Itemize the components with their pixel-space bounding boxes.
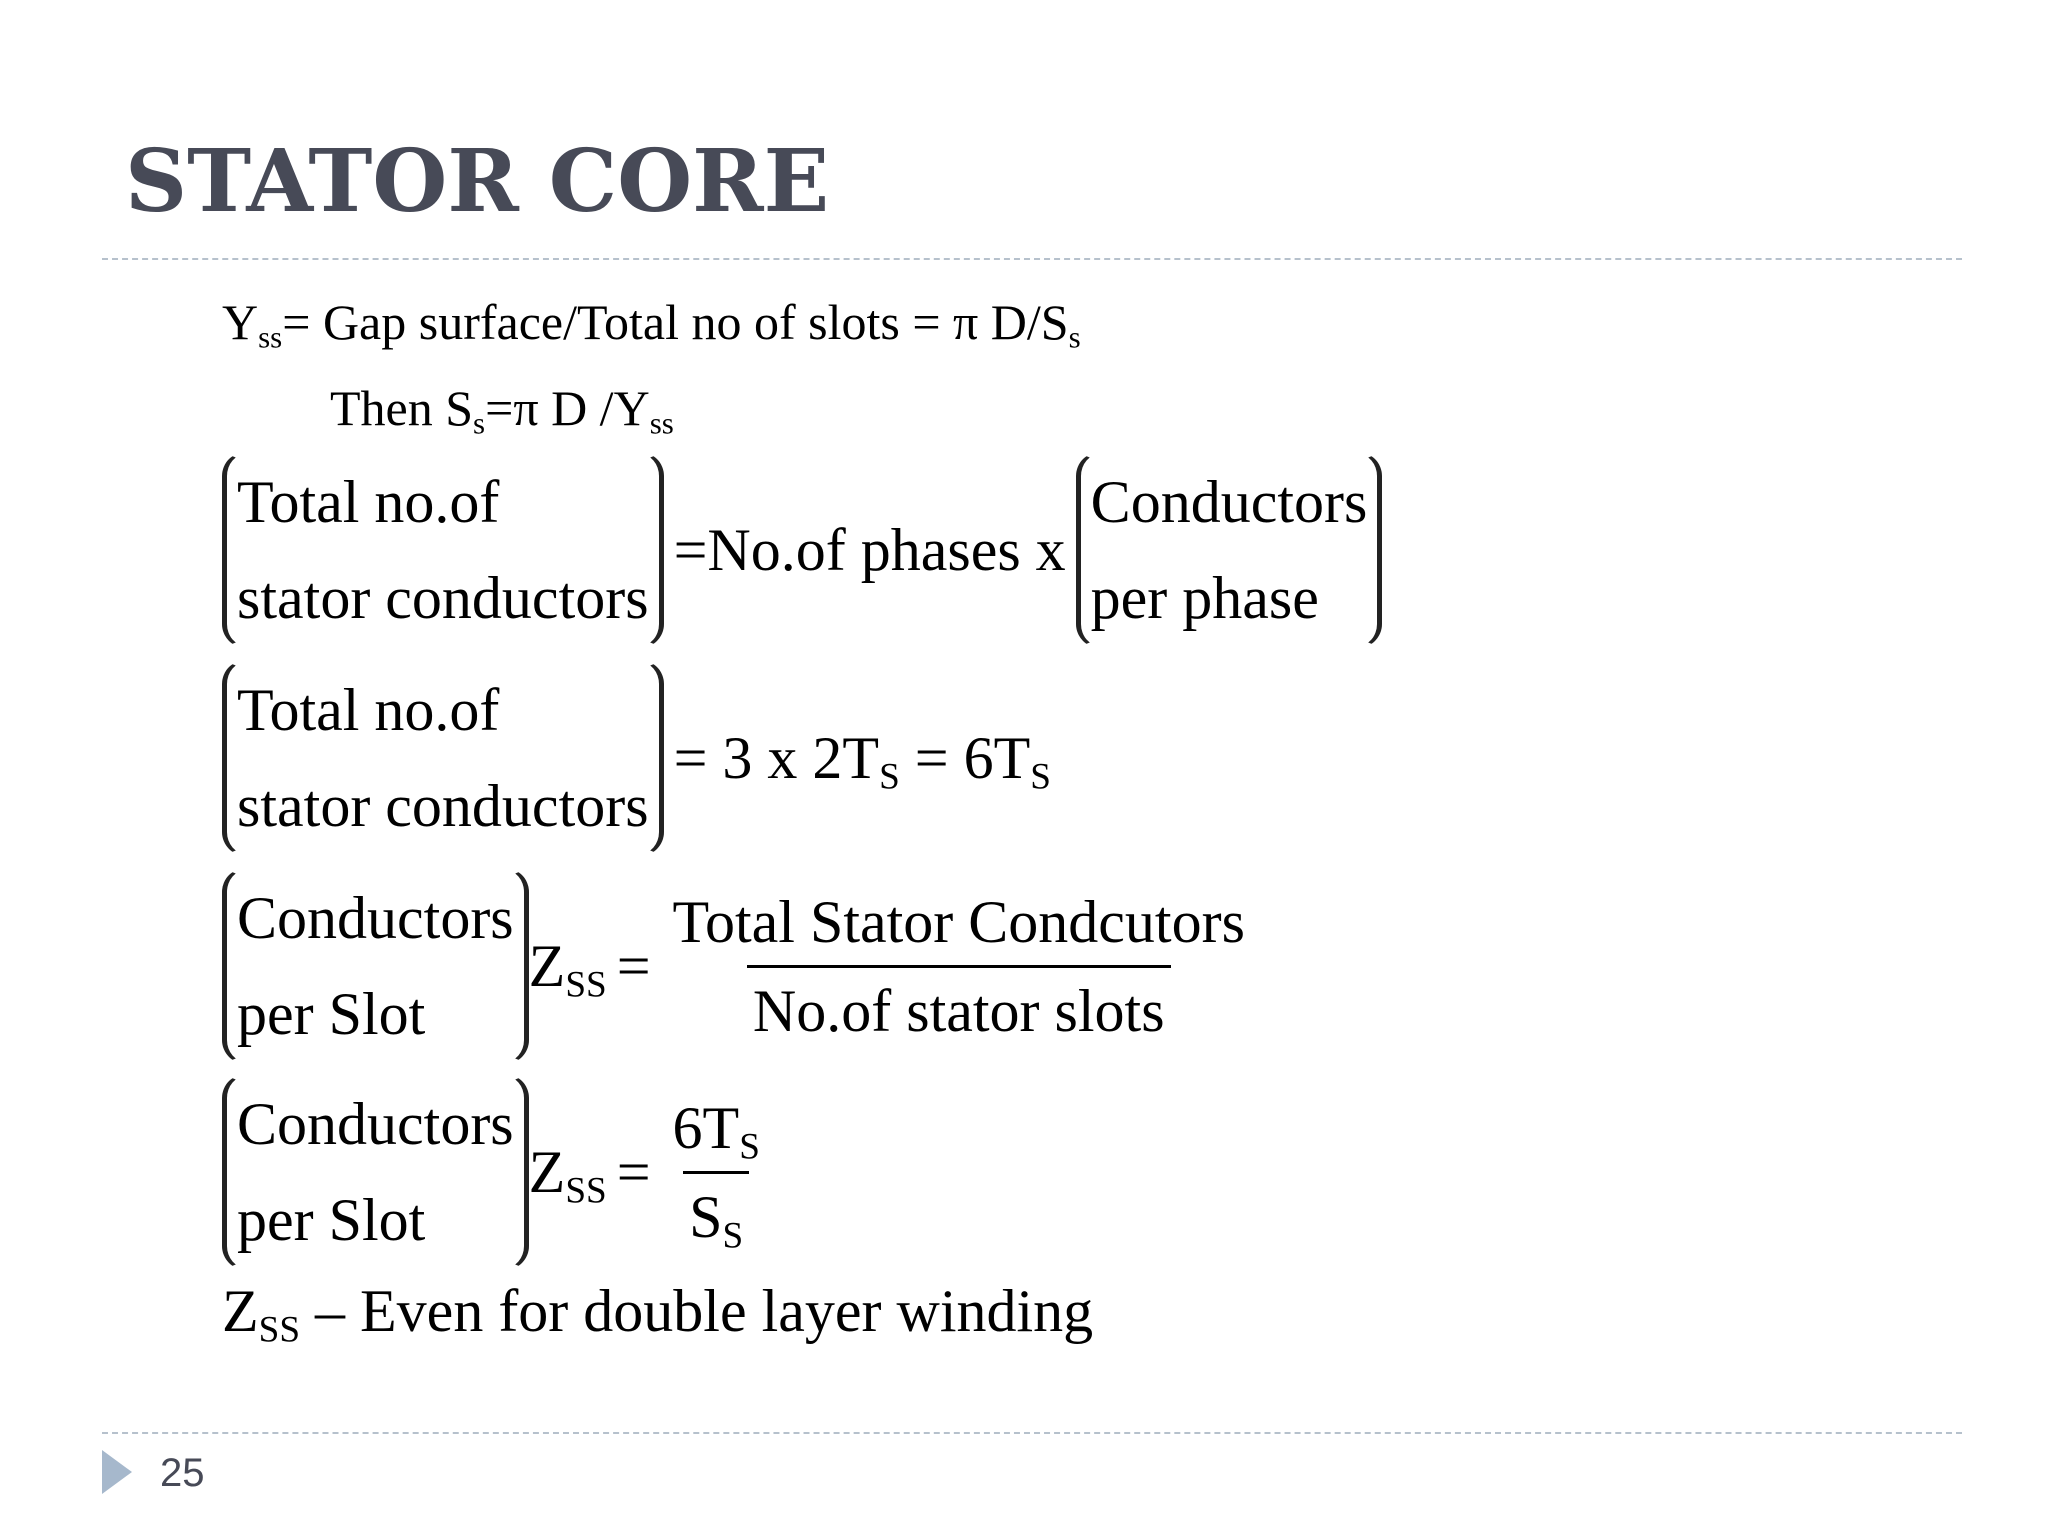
top-divider [102, 258, 1962, 260]
z-letter: Z [528, 932, 566, 999]
slots-line [330, 378, 674, 441]
z-subscript: SS [258, 1309, 301, 1351]
y-subscript: ss [258, 319, 283, 355]
denominator [683, 1171, 749, 1256]
left-brace-group [222, 1074, 529, 1270]
left-brace-group [222, 660, 664, 856]
brace-line-1: Conductors [237, 885, 514, 951]
note-text: – Even for double layer winding [300, 1278, 1094, 1344]
equals-sign: = [616, 1138, 651, 1205]
numerator [667, 1093, 766, 1171]
equation-rhs [664, 724, 1061, 797]
slots-s-subscript: s [473, 405, 486, 441]
numerator-text: 6T [672, 1094, 740, 1161]
brace-line-2: stator conductors [237, 565, 649, 631]
rhs-a-subscript: S [879, 755, 900, 797]
left-brace-group [222, 868, 529, 1064]
s-subscript: s [1068, 319, 1081, 355]
z-letter: Z [528, 1138, 566, 1205]
left-brace-group [222, 452, 664, 648]
triangle-right-icon [102, 1450, 132, 1494]
even-winding-note [222, 1276, 1094, 1351]
slide-number: 25 [160, 1451, 205, 1495]
slots-mid: =π D /Y [485, 380, 650, 436]
slot-pitch-text: = Gap surface/Total no of slots = π D/S [282, 294, 1069, 350]
equation-total-conductors-phases [222, 452, 1382, 648]
right-brace-group [1076, 452, 1383, 648]
bottom-divider [102, 1432, 1962, 1434]
brace-line-1: Total no.of [237, 677, 500, 743]
brace-line-1: Total no.of [237, 469, 500, 535]
brace-line-2: stator conductors [237, 773, 649, 839]
numerator: Total Stator Condcutors [672, 888, 1245, 955]
rhs-a: = 3 x 2T [673, 724, 880, 791]
fraction [667, 1093, 766, 1256]
slots-y-subscript: ss [649, 405, 674, 441]
z-subscript: SS [565, 963, 607, 1005]
denominator: No.of stator slots [747, 965, 1171, 1046]
rhs-b-subscript: S [1030, 755, 1051, 797]
equals-sign: = [616, 932, 651, 999]
z-symbol [528, 1138, 607, 1211]
z-symbol [528, 932, 607, 1005]
equation-total-conductors-value [222, 660, 1061, 856]
brace-line-2: per Slot [237, 981, 426, 1047]
y-symbol: Y [222, 294, 259, 350]
z-letter: Z [222, 1278, 259, 1344]
numerator-subscript: S [739, 1125, 760, 1167]
equation-conductors-per-slot [222, 868, 1257, 1064]
rhs-b: = 6T [899, 724, 1031, 791]
denominator-text: S [689, 1183, 723, 1250]
slots-pre: Then S [330, 380, 474, 436]
slide-title: STATOR CORE [125, 131, 830, 232]
equation-conductors-per-slot-simplified [222, 1074, 772, 1270]
fraction [667, 887, 1251, 1046]
brace-line-1: Conductors [1090, 469, 1368, 535]
brace-line-1: Conductors [237, 1091, 514, 1157]
equation-middle: =No.of phases x [673, 516, 1066, 583]
z-subscript: SS [565, 1169, 607, 1211]
denominator-subscript: S [722, 1214, 744, 1256]
brace-line-2: per phase [1090, 565, 1319, 631]
brace-line-2: per Slot [237, 1187, 426, 1253]
slot-pitch-line [222, 292, 1081, 355]
